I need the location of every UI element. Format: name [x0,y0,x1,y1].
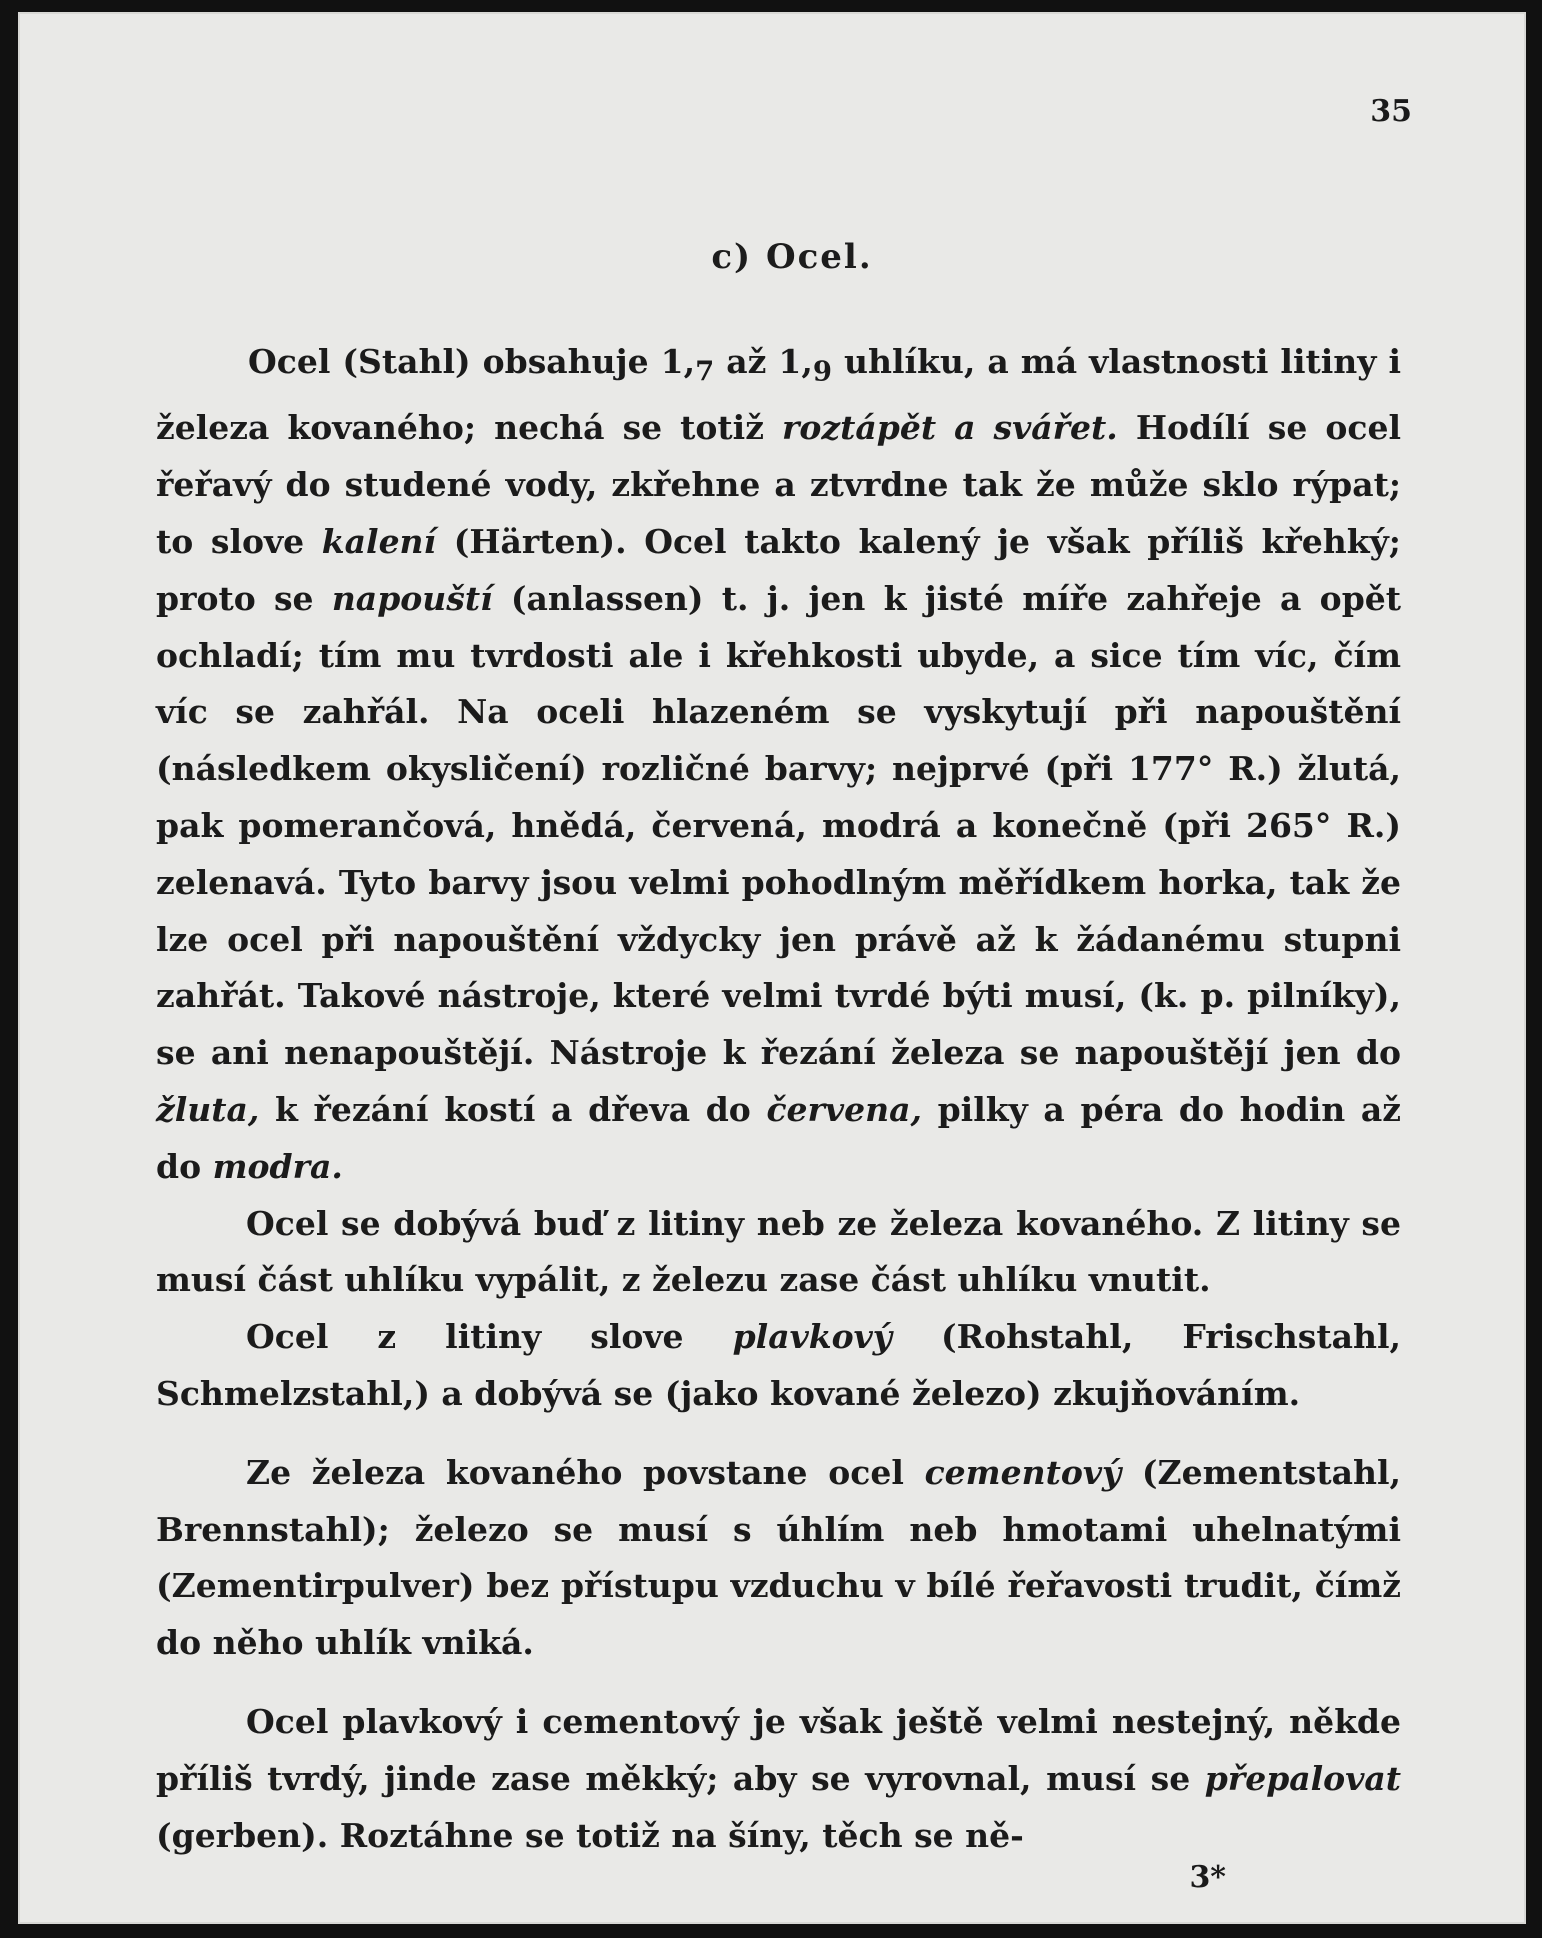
emphasis-term: cementový [924,1452,1122,1492]
book-page [18,12,1526,1924]
emphasis-term: plavkový [732,1317,892,1357]
emphasis-term: napouští [331,578,493,618]
emphasis-term: červena, [766,1089,922,1129]
subscript-digit: 7 [695,355,715,388]
signature-mark: 3* [1189,1860,1226,1895]
paragraph: Ocel plavkový i cementový je však ještě velmi nestejný, někde příliš tvrdý, jinde zase měkký; aby se vyrovnal, musí se přepalovat (gerben). Roztáhne se totiž na šíny, těch se ně- [156,1701,1401,1855]
emphasis-term: přepalovat [1204,1758,1401,1798]
subscript-digit: 9 [812,355,832,388]
paragraph: Ocel z litiny slove plavkový (Rohstahl, Frischstahl, Schmelzstahl,) a dobývá se (jako kované železo) zkujňováním. [156,1317,1401,1413]
emphasis-term: roztápět a svářet. [782,408,1118,448]
paragraph: Ocel (Stahl) obsahuje $1,_7$ až $1,_9$ uhlíku, a má vlastnosti litiny i železa kovaného; nechá se totiž roztápět a svářet. Hodílí se ocel řeřavý do studené vody, zkřehne a ztvrdne tak že může sklo rýpat; to slove kalení (Härten). Ocel takto kalený je však příliš křehký; proto se napouští (anlassen) t. j. jen k jisté míře zahřeje a opět ochladí; tím mu tvrdosti ale i křehkosti ubyde, a sice tím víc, čím víc se zahřál. Na oceli hlazeném se vyskytují při napouštění (následkem okysličení) rozličné barvy; nejprvé (při 177° R.) žlutá, pak pomerančová, hnědá, červená, modrá a konečně (při 265° R.) zelenavá. Tyto barvy jsou velmi pohodlným měřídkem horka, tak že lze ocel při napouštění vždycky jen právě až k žádanému stupni zahřát. Takové nástroje, které velmi tvrdé býti musí, (k. p. pilníky), se ani nenapouštějí. Nástroje k řezání železa se napouštějí jen do žluta, k řezání kostí a dřeva do červena, pilky a péra do hodin až do modra. [156,342,1402,1186]
paragraph: Ocel se dobývá buď z litiny neb ze železa kovaného. Z litiny se musí část uhlíku vypálit, z železu zase část uhlíku vnutit. [156,1203,1401,1300]
emphasis-term: žluta, [156,1089,260,1129]
body-text [156,334,1401,1864]
page-number: 35 [1370,94,1412,129]
section-heading: c) Ocel. [711,237,873,277]
paragraph: Ze železa kovaného povstane ocel cementový (Zementstahl, Brennstahl); železo se musí s úhlím neb hmotami uhelnatými (Zementirpulver) bez přístupu vzduchu v bílé řeřavosti trudit, čímž do něho uhlík vniká. [156,1452,1401,1663]
emphasis-term: modra. [212,1146,343,1186]
emphasis-term: kalení [321,521,437,561]
